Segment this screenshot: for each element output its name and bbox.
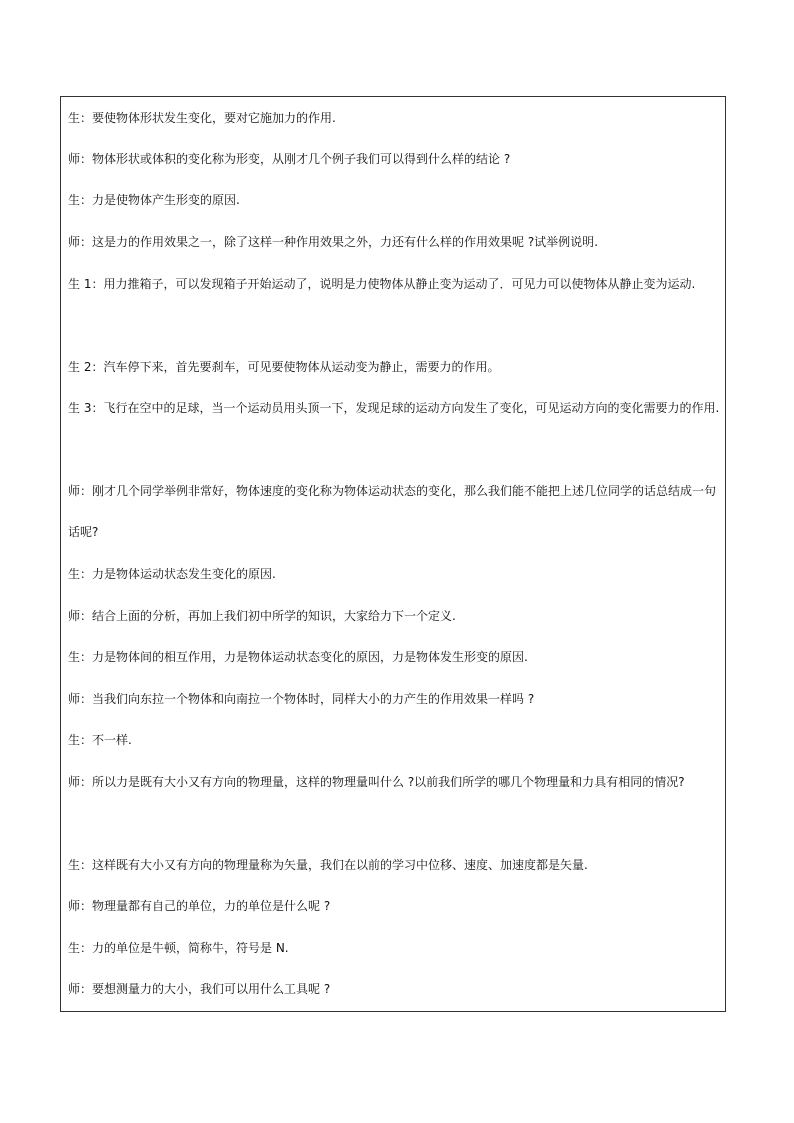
dialogue-line: 师：刚才几个同学举例非常好，物体速度的变化称为物体运动状态的变化，那么我们能不能把上述几位同学的话总结成一句话呢? — [68, 484, 717, 539]
dialogue-line: 生：不一样. — [68, 733, 132, 747]
dialogue-line: 生：要使物体形状发生变化，要对它施加力的作用. — [68, 111, 336, 125]
dialogue-line: 生 1：用力推箱子，可以发现箱子开始运动了，说明是力使物体从静止变为运动了．可见力可以使物体从静止变为运动. — [68, 277, 696, 291]
dialogue-line: 师：这是力的作用效果之一，除了这样一种作用效果之外，力还有什么样的作用效果呢 ?试举例说明. — [68, 235, 599, 249]
dialogue-line: 师：结合上面的分析，再加上我们初中所学的知识，大家给力下一个定义. — [68, 609, 456, 623]
dialogue-box — [60, 96, 726, 1012]
dialogue-line: 师：所以力是既有大小又有方向的物理量，这样的物理量叫什么 ?以前我们所学的哪几个物理量和力具有相同的情况? — [68, 775, 685, 789]
dialogue-line: 生 3：飞行在空中的足球，当一个运动员用头顶一下，发现足球的运动方向发生了变化，可见运动方向的变化需要力的作用. — [68, 401, 720, 415]
dialogue-line: 生：力是物体运动状态发生变化的原因. — [68, 567, 276, 581]
dialogue-line: 生 2：汽车停下来，首先要刹车，可见要使物体从运动变为静止，需要力的作用。 — [68, 360, 500, 374]
dialogue-line: 师：物理量都有自己的单位，力的单位是什么呢 ? — [68, 899, 331, 913]
dialogue-line: 生：这样既有大小又有方向的物理量称为矢量，我们在以前的学习中位移、速度、加速度都是矢量. — [68, 858, 588, 872]
dialogue-line: 师：当我们向东拉一个物体和向南拉一个物体时，同样大小的力产生的作用效果一样吗 ? — [68, 692, 535, 706]
dialogue-line: 师：物体形状或体积的变化称为形变，从刚才几个例子我们可以得到什么样的结论 ? — [68, 152, 511, 166]
dialogue-line: 生：力是使物体产生形变的原因. — [68, 193, 240, 207]
dialogue-line: 师：要想测量力的大小，我们可以用什么工具呢 ? — [68, 982, 331, 996]
dialogue-line: 生：力的单位是牛顿，简称牛，符号是 N. — [68, 941, 289, 955]
dialogue-line: 生：力是物体间的相互作用，力是物体运动状态变化的原因，力是物体发生形变的原因. — [68, 650, 528, 664]
